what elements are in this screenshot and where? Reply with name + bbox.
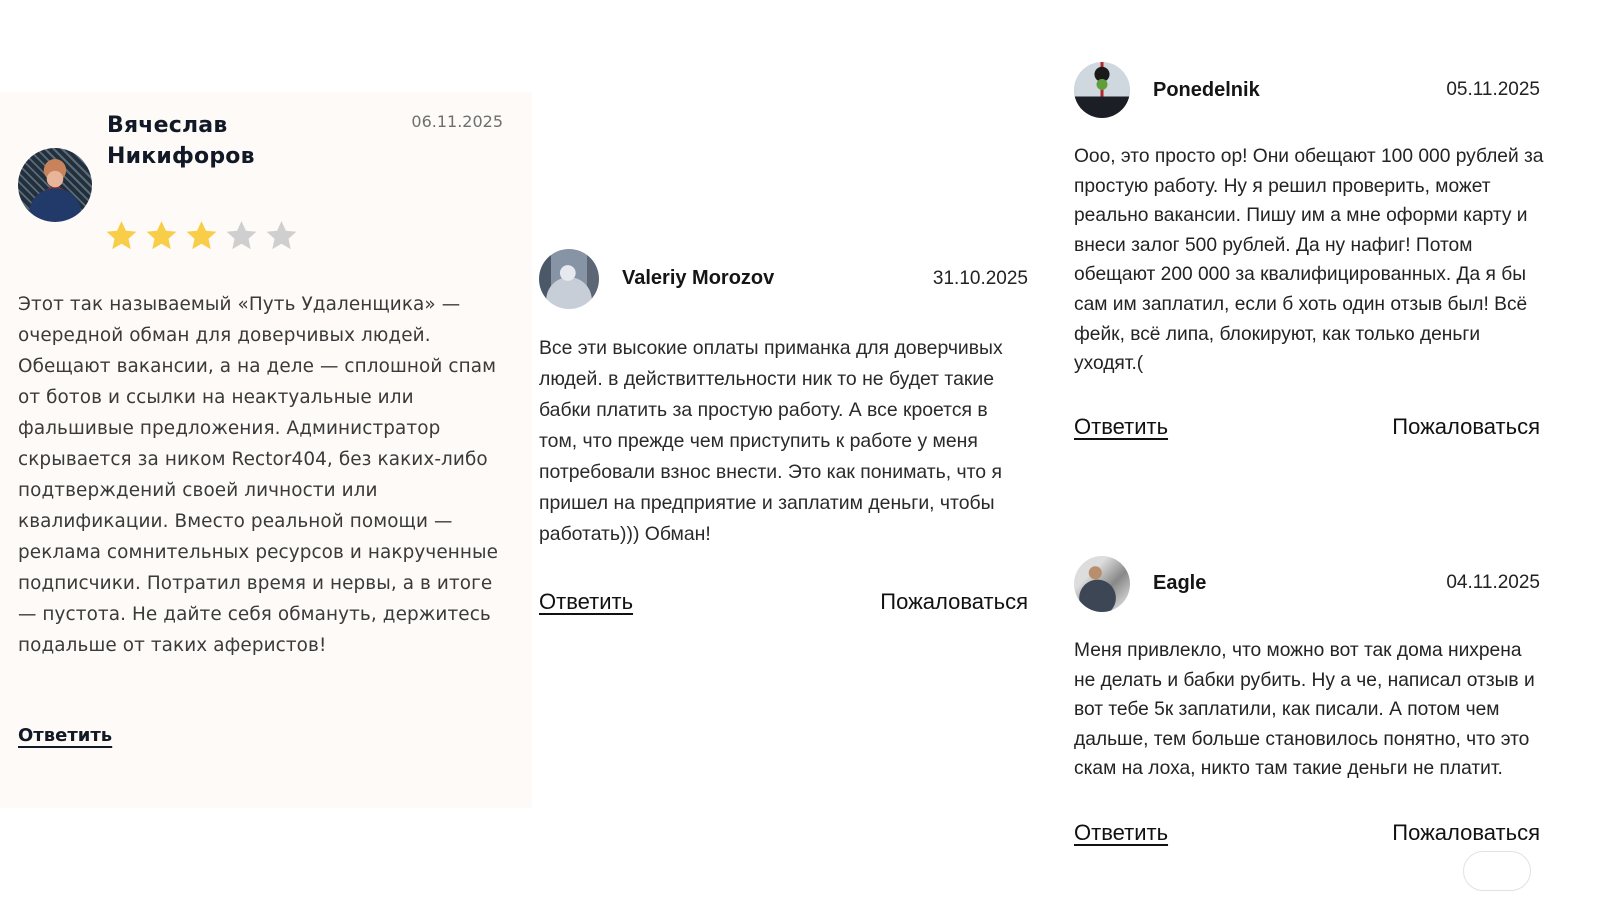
review-actions <box>1074 820 1540 846</box>
review-text: Все эти высокие оплаты приманка для доверчивых людей. в действиттельности ник то не будет такие бабки платить за простую работу. А все кроется в том, что прежде чем приступить к работе у меня потребовали взнос внести. Это как понимать, что я пришел на предприятие и заплатим деньги, чтобы работать))) Обман! <box>539 337 1003 545</box>
review-card-valeriy <box>539 249 1028 629</box>
reply-link[interactable]: Ответить <box>1074 820 1169 845</box>
star-empty-icon <box>225 219 258 252</box>
reply-link[interactable]: Ответить <box>1074 414 1169 439</box>
review-text: Этот так называемый «Путь Удаленщика» — очередной обман для доверчивых людей. Обещают вакансии, а на деле — сплошной спам от ботов и ссылки на неактуальные или фальшивые предложения. Администратор скрывается за ником Rector404, без каких-либо подтверждений своей личности или квалификации. Вместо реальной помощи — реклама сомнительных ресурсов и накрученные подписчики. Потратил время и нервы, а в итоге — пустота. Не дайте себя обмануть, держитесь подальше от таких аферистов! <box>18 294 499 656</box>
review-text: Ооо, это просто ор! Они обещают 100 000 рублей за простую работу. Ну я решил проверить, может реально вакансии. Пишу им а мне оформи карту и внеси залог 500 рублей. Да ну нафиг! Потом обещают 200 000 за квалифицированных. Да я бы сам им заплатил, если б хоть один отзыв был! Всё фейк, всё липа, блокируют, как только деньги уходят.( <box>1074 146 1544 375</box>
avatar <box>1074 556 1130 612</box>
review-text: Меня привлекло, что можно вот так дома нихрена не делать и бабки рубить. Ну а че, написал отзыв и вот тебе 5к заплатили, как писали. А потом чем дальше, тем больше становилось понятно, что это скам на лоха, никто там такие деньги не платит. <box>1074 640 1535 780</box>
reply-link[interactable]: Ответить <box>539 589 634 614</box>
complain-link[interactable]: Пожаловаться <box>1392 820 1540 845</box>
author-name: Eagle <box>1153 572 1207 594</box>
review-date: 06.11.2025 <box>411 112 503 131</box>
avatar <box>1074 62 1130 118</box>
partial-button[interactable] <box>1463 851 1531 891</box>
rating-stars <box>105 219 298 252</box>
review-date: 05.11.2025 <box>1446 79 1540 100</box>
star-filled-icon <box>145 219 178 252</box>
complain-link[interactable]: Пожаловаться <box>880 589 1028 614</box>
star-empty-icon <box>265 219 298 252</box>
review-actions <box>1074 414 1540 440</box>
review-date: 31.10.2025 <box>932 268 1028 289</box>
review-date: 04.11.2025 <box>1446 572 1540 593</box>
review-actions <box>539 589 1028 615</box>
star-filled-icon <box>105 219 138 252</box>
complain-link[interactable]: Пожаловаться <box>1392 414 1540 439</box>
review-card-vyacheslav <box>0 92 532 808</box>
avatar <box>539 249 599 309</box>
star-filled-icon <box>185 219 218 252</box>
author-name: Ponedelnik <box>1153 79 1260 101</box>
review-card-eagle <box>1074 556 1540 856</box>
author-name: Вячеслав Никифоров <box>107 113 255 169</box>
reply-link[interactable]: Ответить <box>18 725 113 746</box>
review-card-ponedelnik <box>1074 62 1544 442</box>
author-name: Valeriy Morozov <box>622 267 775 289</box>
avatar <box>18 148 92 222</box>
